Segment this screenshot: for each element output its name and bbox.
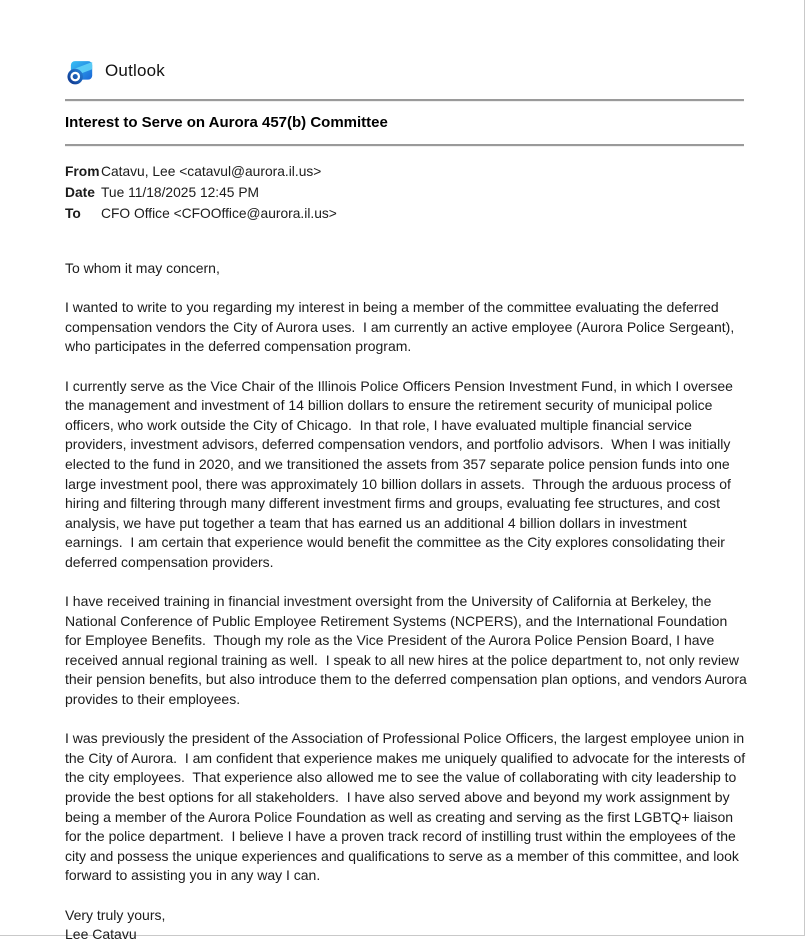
brand-name: Outlook (105, 61, 165, 80)
email-body (65, 259, 751, 939)
email-subject: Interest to Serve on Aurora 457(b) Committee (65, 114, 388, 131)
salutation: To whom it may concern, (65, 260, 220, 276)
header-row-date (65, 182, 744, 203)
paragraph-1: I wanted to write to you regarding my interest in being a member of the committee evaluating the deferred compensation vendors the City of Aurora uses. I am currently an active employee (Aurora Police Sergeant), who participates in the deferred compensation program. (65, 299, 739, 355)
paragraph-3: I have received training in financial investment oversight from the University of California at Berkeley, the National Conference of Public Employee Retirement Systems (NCPERS), and the International Foundation for Employee Benefits. Though my role as the Vice President of the Aurora Police Pension Board, I have received annual regional training as well. I speak to all new hires at the police department to, not only review their pension benefits, but also introduce them to the deferred compensation plan options, and vendors Aurora provides to their employees. (65, 593, 751, 708)
brand-row (65, 56, 744, 86)
header-row-to (65, 203, 744, 224)
outlook-logo-icon (65, 57, 94, 86)
paragraph-2: I currently serve as the Vice Chair of the Illinois Police Officers Pension Investment Fund, in which I oversee the management and investment of 14 billion dollars to ensure the retirement security of municipal police officers, who work outside the City of Chicago. In that role, I have evaluated multiple financial service providers, investment advisors, deferred compensation vendors, and portfolio advisors. When I was initially elected to the fund in 2020, and we transitioned the assets from 357 separate police pension funds into one large investment pool, there was approximately 10 billion dollars in assets. Through the arduous process of hiring and filtering through many different investment firms and groups, evaluating fee structures, and cost analysis, we have put together a team that has earned us an additional 4 billion dollars in investment earnings. I am certain that experience would benefit the committee as the City explores consolidating their deferred compensation providers. (65, 377, 737, 570)
date-value: Tue 11/18/2025 12:45 PM (101, 185, 260, 200)
closing: Very truly yours, (65, 906, 166, 923)
date-label: Date (65, 185, 95, 200)
divider-top (65, 99, 744, 102)
divider-subject (65, 144, 744, 147)
to-value: CFO Office <CFOOffice@aurora.il.us> (101, 206, 337, 221)
from-label: From (65, 164, 100, 179)
header-row-from (65, 161, 744, 182)
email-header-block (65, 161, 744, 224)
paragraph-4: I was previously the president of the Association of Professional Police Officers, the largest employee union in the City of Aurora. I am confident that experience makes me uniquely qualified to advocate for the interests of the city employees. That experience also allowed me to see the value of collaborating with city leadership to provide the best options for all stakeholders. I have also served above and beyond my work assignment by being a member of the Aurora Police Foundation as well as creating and serving as the first LGBTQ+ liaison for the police department. I believe I have a proven track record of instilling trust within the employees of the city and possess the unique experiences and qualifications to serve as a member of this committee, and look forward to assisting you in any way I can. (65, 730, 750, 884)
to-label: To (65, 206, 81, 221)
signature: Lee Catavu (65, 926, 137, 939)
from-value: Catavu, Lee <catavul@aurora.il.us> (101, 164, 322, 179)
